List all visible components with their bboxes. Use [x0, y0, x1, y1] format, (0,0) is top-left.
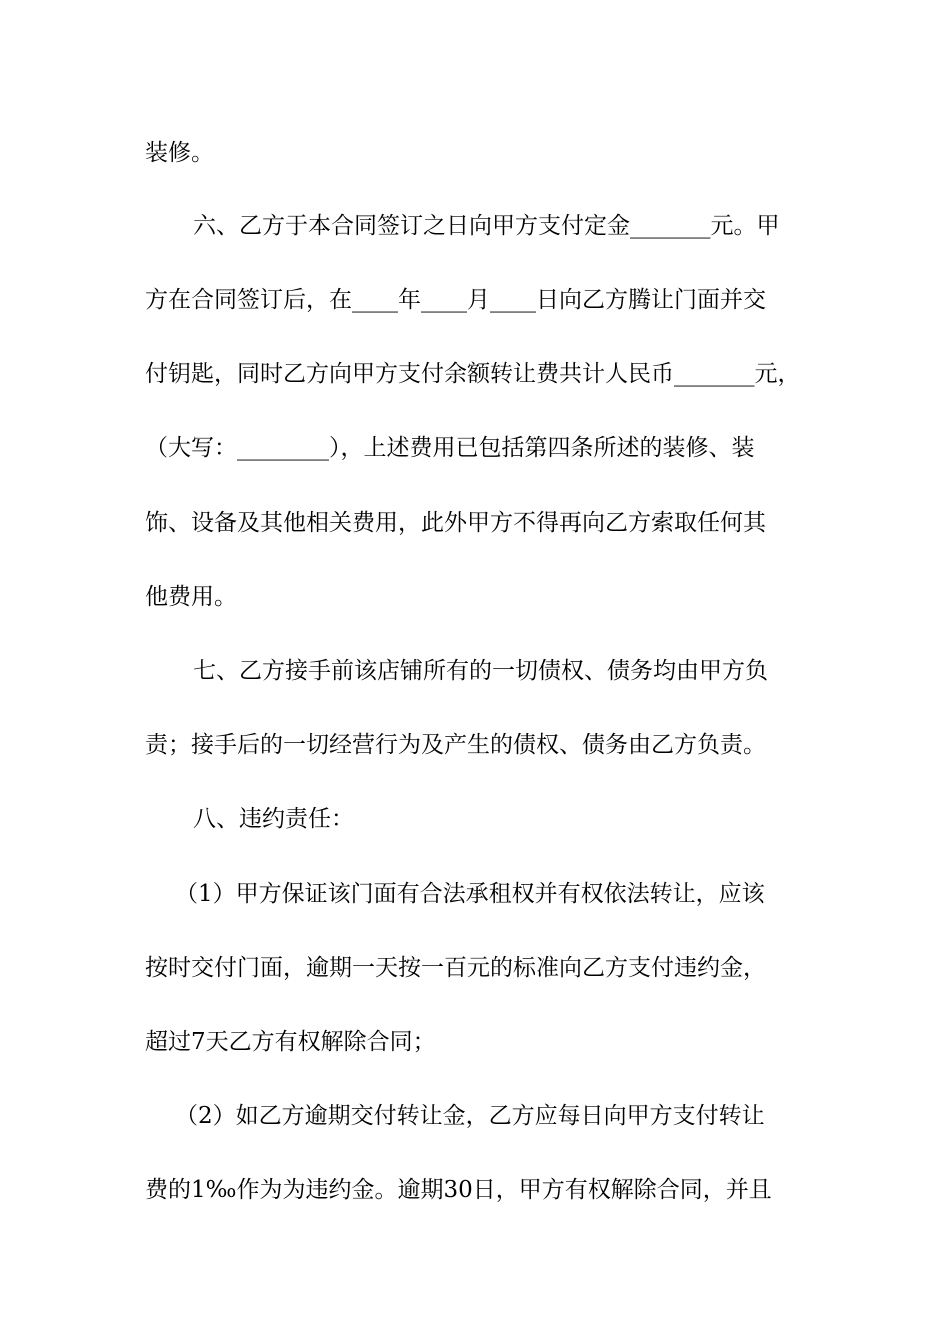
clause-8-heading: 八、违约责任：: [193, 806, 354, 832]
text-line: 付钥匙，同时乙方向甲方支付余额转让费共计人民币_______元，: [145, 361, 801, 387]
text-line: （大写：________），上述费用已包括第四条所述的装修、装: [145, 435, 755, 461]
text-line: 方在合同签订后，在____年____月____日向乙方腾让门面并交: [145, 287, 766, 313]
clause-7-line-1: 七、乙方接手前该店铺所有的一切债权、债务均由甲方负: [193, 658, 768, 684]
text-line: 饰、设备及其他相关费用，此外甲方不得再向乙方索取任何其: [145, 510, 766, 536]
item-2-line-1: （2）如乙方逾期交付转让金，乙方应每日向甲方支付转让: [175, 1103, 765, 1129]
text-line: 他费用。: [145, 584, 237, 610]
text-line: 装修。: [145, 140, 214, 166]
text-line: 超过7天乙方有权解除合同；: [145, 1029, 436, 1055]
text-line: 费的1‰作为为违约金。逾期30日，甲方有权解除合同，并且: [145, 1177, 772, 1203]
clause-6-line-1: 六、乙方于本合同签订之日向甲方支付定金_______元。甲: [193, 213, 780, 239]
text-line: 责；接手后的一切经营行为及产生的债权、债务由乙方负责。: [145, 732, 766, 758]
item-1-line-1: （1）甲方保证该门面有合法承租权并有权依法转让，应该: [175, 881, 765, 907]
text-line: 按时交付门面，逾期一天按一百元的标准向乙方支付违约金，: [145, 955, 766, 981]
